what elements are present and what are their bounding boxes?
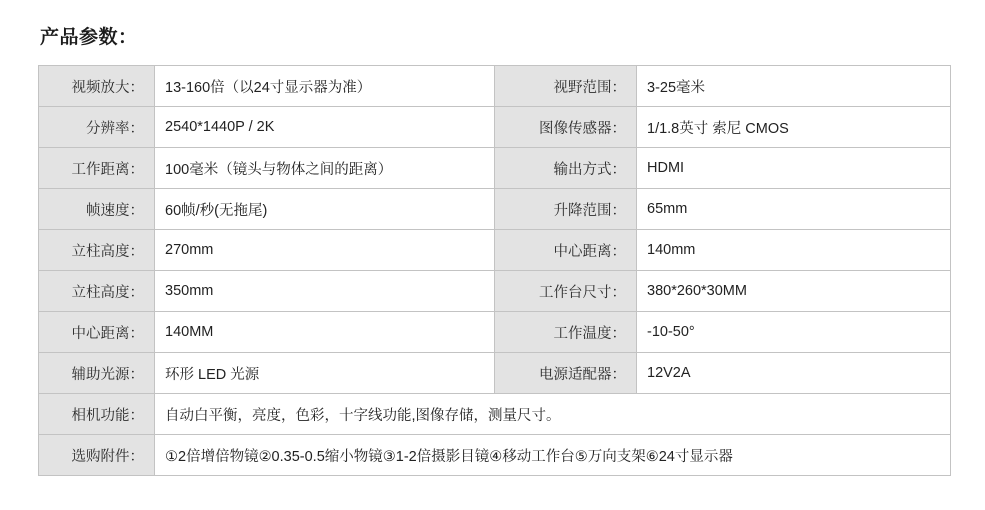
spec-value: 140MM [155,312,495,353]
spec-label: 升降范围： [495,189,637,230]
table-row [39,230,951,271]
spec-label: 输出方式： [495,148,637,189]
spec-value: 60帧/秒(无拖尾) [155,189,495,230]
spec-value: 270mm [155,230,495,271]
table-row [39,148,951,189]
spec-label: 辅助光源： [39,353,155,394]
spec-label: 电源适配器： [495,353,637,394]
spec-value: 1/1.8英寸 索尼 CMOS [637,107,951,148]
spec-value: 3-25毫米 [637,66,951,107]
spec-value: 100毫米（镜头与物体之间的距离） [155,148,495,189]
product-spec-table [38,65,951,476]
table-row [39,353,951,394]
spec-value: 350mm [155,271,495,312]
spec-label: 工作台尺寸： [495,271,637,312]
spec-label: 分辨率： [39,107,155,148]
spec-value: ①2倍增倍物镜②0.35-0.5缩小物镜③1-2倍摄影目镜④移动工作台⑤万向支架⑥24寸显示器 [155,435,951,476]
spec-value: -10-50° [637,312,951,353]
spec-label: 工作温度： [495,312,637,353]
spec-label: 相机功能： [39,394,155,435]
table-row [39,189,951,230]
spec-value: 13-160倍（以24寸显示器为准） [155,66,495,107]
spec-label: 视频放大： [39,66,155,107]
spec-value: 自动白平衡，亮度，色彩，十字线功能,图像存储，测量尺寸。 [155,394,951,435]
spec-label: 视野范围： [495,66,637,107]
spec-value: HDMI [637,148,951,189]
table-row [39,394,951,435]
spec-label: 图像传感器： [495,107,637,148]
spec-value: 2540*1440P / 2K [155,107,495,148]
spec-value: 380*260*30MM [637,271,951,312]
spec-label: 立柱高度： [39,271,155,312]
table-row [39,435,951,476]
spec-label: 立柱高度： [39,230,155,271]
table-row [39,271,951,312]
page-title: 产品参数： [40,27,138,48]
table-row [39,107,951,148]
spec-value: 12V2A [637,353,951,394]
table-row [39,66,951,107]
spec-label: 帧速度： [39,189,155,230]
table-row [39,312,951,353]
spec-value: 环形 LED 光源 [155,353,495,394]
spec-label: 选购附件： [39,435,155,476]
spec-value: 65mm [637,189,951,230]
spec-label: 中心距离： [39,312,155,353]
spec-label: 工作距离： [39,148,155,189]
spec-value: 140mm [637,230,951,271]
spec-label: 中心距离： [495,230,637,271]
